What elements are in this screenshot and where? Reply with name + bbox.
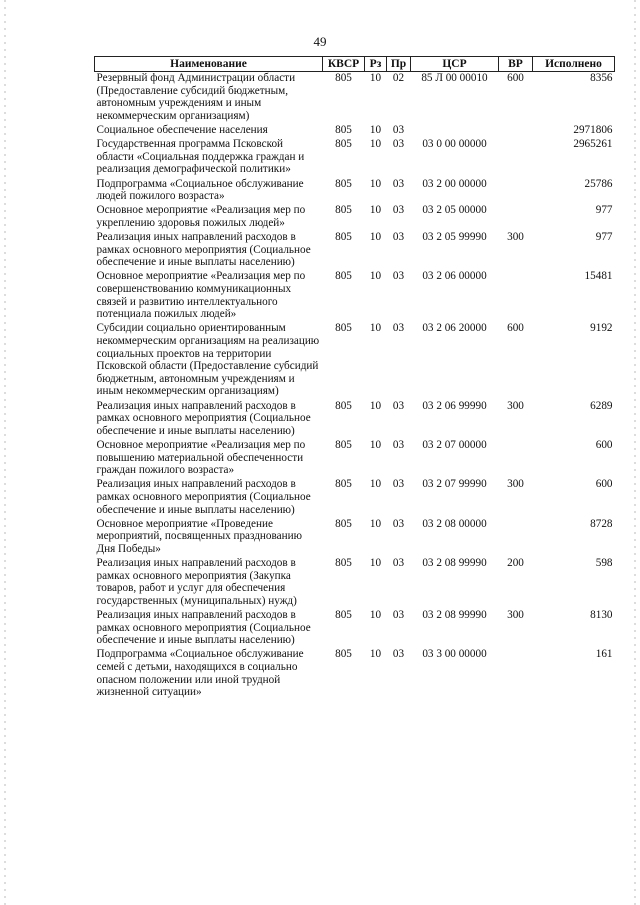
- cell-vr: 300: [507, 231, 524, 244]
- header-pr: Пр: [387, 57, 411, 72]
- header-kvsr: КВСР: [323, 57, 365, 72]
- cell-rz: 10: [369, 231, 382, 244]
- cell-csr: 03 2 08 00000: [422, 517, 487, 530]
- table-row: [95, 178, 615, 205]
- table-row: [95, 609, 615, 648]
- cell-pr: 03: [392, 557, 405, 570]
- cell-sum: 2965261: [573, 138, 613, 151]
- cell-rz: 10: [369, 322, 382, 335]
- cell-csr: 03 2 06 99990: [422, 399, 487, 412]
- cell-rz: 10: [369, 72, 382, 84]
- cell-sum: 600: [595, 438, 613, 451]
- table-header-row: [95, 57, 615, 72]
- cell-rz: 10: [369, 204, 382, 217]
- cell-kvsr: 805: [335, 557, 352, 570]
- cell-kvsr: 805: [335, 204, 352, 217]
- table-row: [95, 322, 615, 399]
- cell-name: Резервный фонд Администрации области (Предоставление субсидий бюджетным, автономным учреждениям и иным некоммерческим организациям): [96, 72, 296, 122]
- cell-pr: 03: [392, 270, 405, 283]
- cell-name: Основное мероприятие «Реализация мер по укреплению здоровья пожилых людей»: [96, 204, 306, 229]
- table-row: [95, 72, 615, 124]
- cell-vr: [499, 178, 533, 205]
- table-row: [95, 518, 615, 557]
- cell-kvsr: 805: [335, 648, 352, 661]
- header-name: Наименование: [95, 57, 323, 72]
- table-row: [95, 439, 615, 478]
- scan-edge-left: [4, 0, 6, 905]
- header-csr: ЦСР: [411, 57, 499, 72]
- table-row: [95, 204, 615, 231]
- cell-pr: 03: [392, 609, 405, 622]
- cell-name: Реализация иных направлений расходов в рамках основного мероприятия (Социальное обеспечение и иные выплаты населению): [96, 231, 311, 269]
- table-row: [95, 478, 615, 517]
- cell-kvsr: 805: [335, 399, 352, 412]
- cell-rz: 10: [369, 557, 382, 570]
- table-row: [95, 648, 615, 700]
- header-rz: Рз: [365, 57, 387, 72]
- cell-vr: [499, 204, 533, 231]
- cell-name: Реализация иных направлений расходов в рамках основного мероприятия (Социальное обеспечение и иные выплаты населению): [96, 399, 311, 437]
- cell-pr: 03: [392, 231, 405, 244]
- page-number: 49: [313, 34, 327, 49]
- cell-kvsr: 805: [335, 609, 352, 622]
- cell-rz: 10: [369, 138, 382, 151]
- cell-kvsr: 805: [335, 177, 352, 190]
- cell-rz: 10: [369, 123, 382, 136]
- table-row: [95, 124, 615, 138]
- cell-name: Подпрограмма «Социальное обслуживание людей пожилого возраста»: [96, 177, 304, 203]
- cell-vr: 200: [507, 557, 524, 570]
- cell-name: Социальное обеспечение населения: [96, 123, 268, 136]
- cell-vr: [499, 518, 533, 557]
- cell-rz: 10: [369, 648, 382, 661]
- cell-kvsr: 805: [335, 270, 352, 283]
- table-row: [95, 270, 615, 322]
- cell-csr: 03 2 06 00000: [422, 270, 487, 283]
- cell-pr: 03: [392, 123, 405, 136]
- cell-rz: 10: [369, 609, 382, 622]
- cell-vr: [499, 138, 533, 177]
- cell-pr: 03: [392, 478, 405, 491]
- cell-rz: 10: [369, 399, 382, 412]
- cell-name: Основное мероприятие «Реализация мер по повышению материальной обеспеченности граждан пожилого возраста»: [96, 438, 306, 477]
- cell-csr: 03 2 07 99990: [422, 478, 487, 491]
- cell-vr: 300: [507, 478, 524, 491]
- cell-csr: 03 2 07 00000: [422, 438, 487, 451]
- cell-sum: 977: [595, 204, 613, 217]
- cell-name: Основное мероприятие «Реализация мер по совершенствованию коммуникационных связей и развитию интеллектуального потенциала пожилых людей»: [96, 270, 306, 321]
- table-row: [95, 231, 615, 270]
- table-row: [95, 400, 615, 439]
- cell-sum: 8356: [590, 72, 613, 84]
- header-sum: Исполнено: [533, 57, 615, 72]
- cell-vr: [499, 270, 533, 322]
- cell-pr: 02: [392, 72, 405, 84]
- cell-sum: 15481: [584, 270, 613, 283]
- cell-pr: 03: [392, 517, 405, 530]
- cell-csr: 03 0 00 00000: [422, 138, 487, 151]
- cell-name: Реализация иных направлений расходов в рамках основного мероприятия (Социальное обеспечение и иные выплаты населению): [96, 609, 311, 647]
- cell-kvsr: 805: [335, 138, 352, 151]
- cell-vr: 600: [507, 322, 524, 335]
- budget-table: [94, 56, 615, 700]
- cell-csr: 03 2 06 20000: [422, 322, 487, 335]
- cell-kvsr: 805: [335, 123, 352, 136]
- cell-vr: [499, 439, 533, 478]
- table-row: [95, 557, 615, 609]
- cell-name: Реализация иных направлений расходов в рамках основного мероприятия (Закупка товаров, работ и услуг для обеспечения государственных (муниципальных) нужд): [96, 557, 297, 607]
- cell-kvsr: 805: [335, 478, 352, 491]
- table-row: [95, 138, 615, 177]
- cell-vr: 300: [507, 609, 524, 622]
- cell-rz: 10: [369, 270, 382, 283]
- cell-sum: 6289: [590, 399, 613, 412]
- cell-vr: 600: [507, 72, 524, 84]
- cell-sum: 8130: [590, 609, 613, 622]
- cell-sum: 598: [595, 557, 613, 570]
- cell-csr: 03 2 00 00000: [422, 177, 487, 190]
- cell-vr: [499, 648, 533, 700]
- cell-pr: 03: [392, 322, 405, 335]
- cell-sum: 161: [595, 648, 613, 661]
- cell-name: Основное мероприятие «Проведение мероприятий, посвященных празднованию Дня Победы»: [96, 517, 302, 555]
- cell-pr: 03: [392, 204, 405, 217]
- cell-rz: 10: [369, 517, 382, 530]
- cell-csr: 03 2 08 99990: [422, 557, 487, 570]
- cell-sum: 2971806: [573, 123, 613, 136]
- cell-vr: 300: [507, 399, 524, 412]
- cell-vr: [499, 124, 533, 138]
- cell-csr: 03 2 05 00000: [422, 204, 487, 217]
- cell-kvsr: 805: [335, 438, 352, 451]
- cell-csr: 03 2 08 99990: [422, 609, 487, 622]
- cell-name: Государственная программа Псковской области «Социальная поддержка граждан и реализация демографической политики»: [96, 138, 305, 176]
- cell-csr: 03 2 05 99990: [422, 231, 487, 244]
- cell-pr: 03: [392, 648, 405, 661]
- cell-sum: 8728: [590, 517, 613, 530]
- cell-rz: 10: [369, 438, 382, 451]
- cell-kvsr: 805: [335, 517, 352, 530]
- cell-kvsr: 805: [335, 322, 352, 335]
- cell-csr: [411, 124, 499, 138]
- cell-sum: 977: [595, 231, 613, 244]
- cell-pr: 03: [392, 399, 405, 412]
- cell-name: Подпрограмма «Социальное обслуживание семей с детьми, находящихся в социально опасном положении или иной трудной жизненной ситуации»: [96, 648, 304, 699]
- scan-edge-right: [634, 0, 636, 905]
- cell-pr: 03: [392, 138, 405, 151]
- cell-kvsr: 805: [335, 72, 352, 84]
- cell-rz: 10: [369, 177, 382, 190]
- cell-sum: 600: [595, 478, 613, 491]
- cell-sum: 9192: [590, 322, 613, 335]
- cell-name: Субсидии социально ориентированным некоммерческим организациям на реализацию социальных проектов на территории Псковской области (Предоставление субсидий бюджетным, автономным учреждениям и иным некоммерческим организациям): [96, 322, 320, 398]
- cell-pr: 03: [392, 177, 405, 190]
- cell-rz: 10: [369, 478, 382, 491]
- cell-pr: 03: [392, 438, 405, 451]
- cell-sum: 25786: [584, 177, 613, 190]
- cell-csr: 03 3 00 00000: [422, 648, 487, 661]
- cell-name: Реализация иных направлений расходов в рамках основного мероприятия (Социальное обеспечение и иные выплаты населению): [96, 478, 311, 516]
- header-vr: ВР: [499, 57, 533, 72]
- cell-csr: 85 Л 00 00010: [421, 72, 488, 84]
- cell-kvsr: 805: [335, 231, 352, 244]
